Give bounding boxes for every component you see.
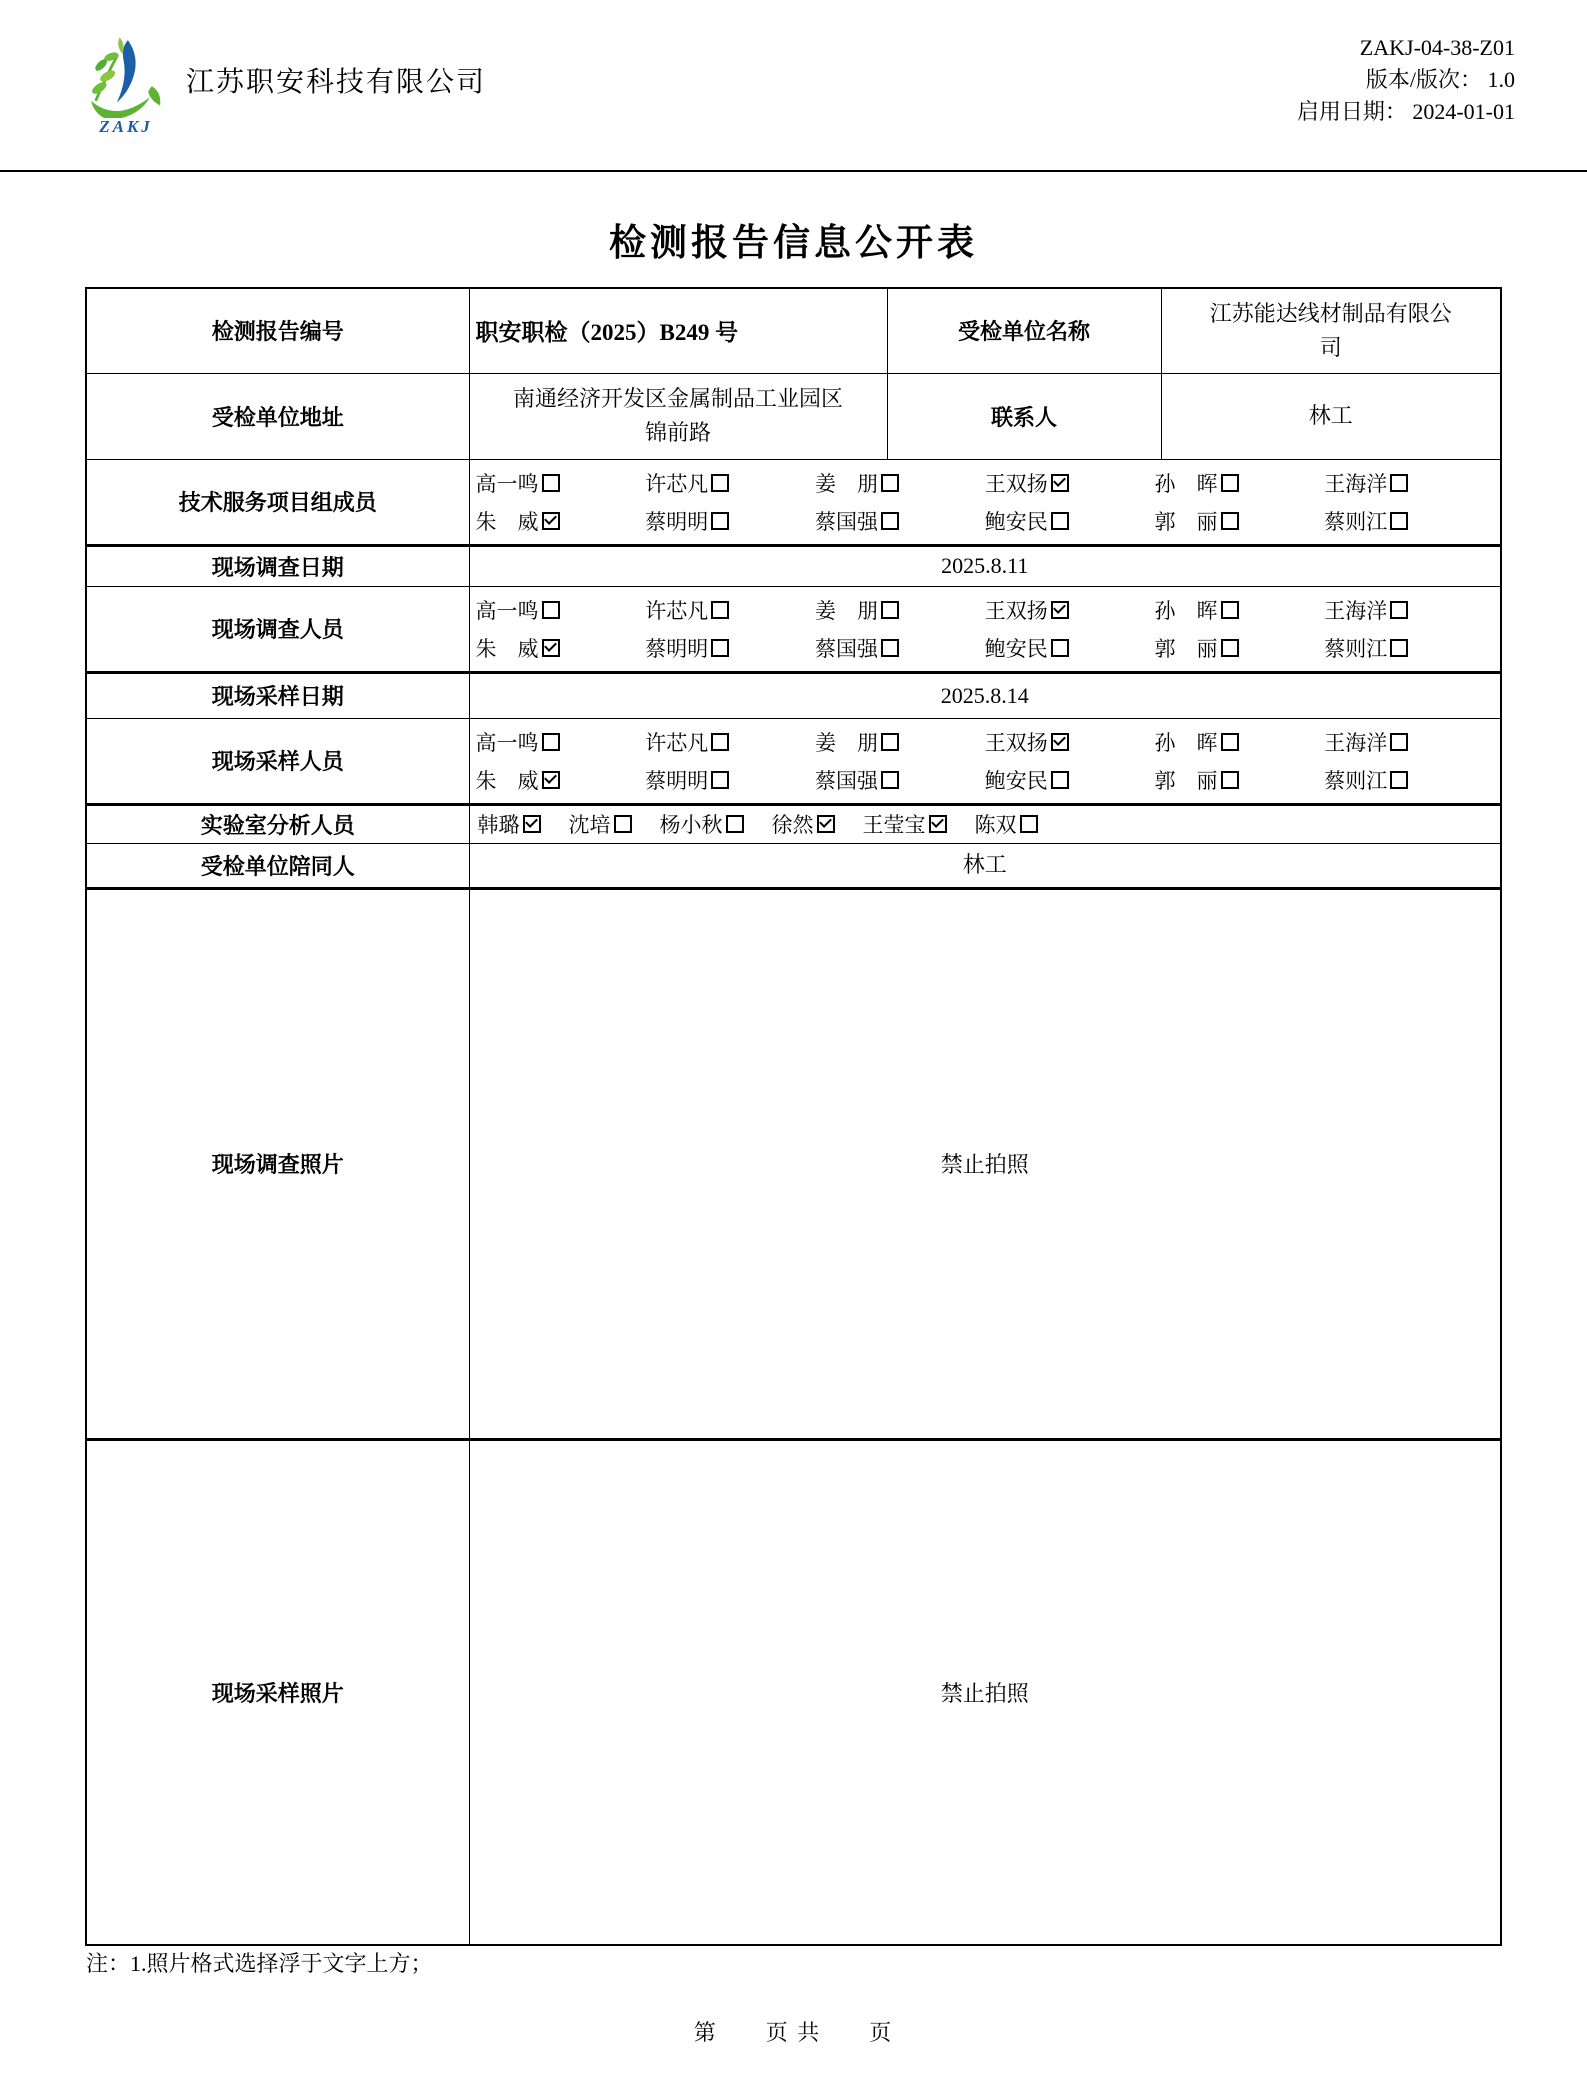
staff-name: 高一鸣 [475, 730, 539, 755]
checkbox-unchecked-icon[interactable] [711, 601, 729, 619]
checkbox-unchecked-icon[interactable] [1221, 733, 1239, 751]
staff-member [645, 765, 815, 795]
report-no-label: 检测报告编号 [86, 288, 469, 373]
staff-member [660, 809, 744, 839]
staff-member [645, 727, 815, 757]
checkbox-unchecked-icon[interactable] [1221, 639, 1239, 657]
staff-member [1324, 468, 1494, 498]
staff-name: 姜 朋 [815, 471, 878, 496]
staff-name: 姜 朋 [815, 598, 878, 623]
sampling-staff-cell [469, 718, 1501, 804]
unit-name-line2: 司 [1319, 334, 1342, 360]
staff-member [1324, 727, 1494, 757]
survey-date-value: 2025.8.11 [469, 545, 1501, 586]
staff-name: 王莹宝 [862, 813, 926, 837]
checkbox-unchecked-icon[interactable] [1051, 639, 1069, 657]
checkbox-checked-icon[interactable] [523, 815, 541, 833]
staff-name: 许芯凡 [645, 471, 709, 496]
checkbox-unchecked-icon[interactable] [1390, 512, 1408, 530]
staff-member [478, 809, 541, 839]
staff-member [1155, 468, 1325, 498]
sampling-photo-label: 现场采样照片 [86, 1439, 469, 1945]
staff-name: 许芯凡 [645, 730, 709, 755]
sampling-staff-label: 现场采样人员 [86, 718, 469, 804]
unit-addr-label: 受检单位地址 [86, 373, 469, 459]
staff-member [985, 506, 1155, 536]
staff-name: 蔡则江 [1324, 768, 1388, 793]
staff-name: 许芯凡 [645, 598, 709, 623]
unit-name-value [1161, 288, 1501, 373]
team-members-cell [469, 459, 1501, 545]
checkbox-unchecked-icon[interactable] [711, 771, 729, 789]
staff-name: 姜 朋 [815, 730, 878, 755]
staff-member [476, 595, 646, 625]
report-no-value: 职安职检（2025）B249 号 [469, 288, 887, 373]
staff-name: 鲍安民 [984, 636, 1048, 661]
staff-name: 蔡国强 [815, 768, 878, 793]
staff-member [569, 809, 632, 839]
checkbox-unchecked-icon[interactable] [1221, 474, 1239, 492]
page-header [0, 0, 1587, 170]
page-title: 检测报告信息公开表 [609, 222, 978, 263]
staff-name: 王海洋 [1324, 598, 1388, 623]
staff-name: 孙 晖 [1154, 471, 1218, 496]
checkbox-unchecked-icon[interactable] [711, 474, 729, 492]
sampling-date-value: 2025.8.14 [469, 672, 1501, 718]
staff-name: 孙 晖 [1154, 730, 1218, 755]
sampling-staff-row2 [476, 765, 1495, 795]
doc-code: ZAKJ-04-38-Z01 [1359, 35, 1515, 60]
page-number-footer: 第 页 共 页 [693, 2020, 894, 2045]
sampling-staff-row1 [476, 727, 1495, 757]
survey-staff-row1 [476, 595, 1495, 625]
contact-value: 林工 [1161, 373, 1501, 459]
checkbox-unchecked-icon[interactable] [542, 733, 560, 751]
unit-name-label: 受检单位名称 [887, 288, 1161, 373]
staff-name: 鲍安民 [984, 509, 1048, 534]
staff-member [985, 595, 1155, 625]
checkbox-unchecked-icon[interactable] [1221, 512, 1239, 530]
survey-date-label: 现场调查日期 [86, 545, 469, 586]
unit-name-line1: 江苏能达线材制品有限公 [1209, 300, 1452, 326]
checkbox-checked-icon[interactable] [542, 639, 560, 657]
survey-staff-cell [469, 586, 1501, 672]
checkbox-checked-icon[interactable] [817, 815, 835, 833]
checkbox-unchecked-icon[interactable] [1051, 771, 1069, 789]
staff-member [975, 809, 1038, 839]
staff-name: 朱 威 [475, 509, 539, 534]
lab-staff-cell [469, 804, 1501, 843]
staff-member [1324, 633, 1494, 663]
staff-member [1155, 506, 1325, 536]
checkbox-checked-icon[interactable] [1051, 733, 1069, 751]
staff-name: 王海洋 [1324, 730, 1388, 755]
staff-member [815, 468, 985, 498]
staff-member [476, 468, 646, 498]
unit-addr-value [469, 373, 887, 459]
unit-addr-line1: 南通经济开发区金属制品工业园区 [512, 386, 843, 411]
staff-member [1155, 765, 1325, 795]
staff-member [985, 765, 1155, 795]
survey-photo-area: 禁止拍照 [469, 888, 1501, 1439]
staff-name: 郭 丽 [1154, 509, 1218, 534]
staff-member [645, 633, 815, 663]
lab-staff-label: 实验室分析人员 [86, 804, 469, 843]
staff-member [645, 468, 815, 498]
lab-staff-row [476, 807, 1495, 841]
doc-version: 版本/版次： 1.0 [1365, 67, 1515, 92]
survey-photo-label: 现场调查照片 [86, 888, 469, 1439]
checkbox-unchecked-icon[interactable] [881, 512, 899, 530]
staff-name: 朱 威 [475, 636, 539, 661]
checkbox-checked-icon[interactable] [542, 771, 560, 789]
checkbox-unchecked-icon[interactable] [711, 733, 729, 751]
accompany-value: 林工 [469, 843, 1501, 888]
staff-name: 王双扬 [984, 471, 1048, 496]
header-divider [0, 170, 1587, 172]
staff-member [985, 468, 1155, 498]
checkbox-unchecked-icon[interactable] [711, 512, 729, 530]
staff-name: 蔡明明 [645, 768, 709, 793]
checkbox-unchecked-icon[interactable] [542, 474, 560, 492]
staff-name: 蔡明明 [645, 509, 709, 534]
team-members-row2 [476, 506, 1495, 536]
staff-member [985, 633, 1155, 663]
staff-name: 蔡国强 [815, 509, 878, 534]
checkbox-unchecked-icon[interactable] [1221, 601, 1239, 619]
contact-label: 联系人 [887, 373, 1161, 459]
checkbox-unchecked-icon[interactable] [881, 601, 899, 619]
staff-member [645, 595, 815, 625]
checkbox-unchecked-icon[interactable] [1020, 815, 1038, 833]
accompany-label: 受检单位陪同人 [86, 843, 469, 888]
logo-text: ZAKJ [99, 117, 153, 136]
checkbox-unchecked-icon[interactable] [1390, 601, 1408, 619]
company-logo [74, 34, 178, 135]
checkbox-unchecked-icon[interactable] [881, 474, 899, 492]
checkbox-unchecked-icon[interactable] [1390, 733, 1408, 751]
staff-name: 郭 丽 [1154, 636, 1218, 661]
checkbox-unchecked-icon[interactable] [1390, 639, 1408, 657]
sampling-date-label: 现场采样日期 [86, 672, 469, 718]
report-info-table [85, 287, 1502, 1946]
staff-member [863, 809, 947, 839]
staff-member [476, 633, 646, 663]
document-meta [1297, 32, 1515, 128]
checkbox-unchecked-icon[interactable] [1051, 512, 1069, 530]
footnote: 注：1.照片格式选择浮于文字上方； [86, 1951, 433, 1976]
checkbox-unchecked-icon[interactable] [726, 815, 744, 833]
staff-name: 郭 丽 [1154, 768, 1218, 793]
checkbox-unchecked-icon[interactable] [881, 771, 899, 789]
staff-name: 沈培 [568, 813, 611, 837]
staff-member [645, 506, 815, 536]
staff-member [1324, 595, 1494, 625]
staff-name: 徐然 [771, 813, 814, 837]
survey-staff-label: 现场调查人员 [86, 586, 469, 672]
staff-name: 王双扬 [984, 598, 1048, 623]
staff-name: 杨小秋 [659, 813, 723, 837]
checkbox-unchecked-icon[interactable] [711, 639, 729, 657]
team-members-row1 [476, 468, 1495, 498]
staff-name: 高一鸣 [475, 471, 539, 496]
staff-member [772, 809, 835, 839]
checkbox-checked-icon[interactable] [929, 815, 947, 833]
staff-member [1155, 633, 1325, 663]
checkbox-unchecked-icon[interactable] [1390, 474, 1408, 492]
staff-name: 蔡则江 [1324, 509, 1388, 534]
checkbox-checked-icon[interactable] [542, 512, 560, 530]
staff-name: 高一鸣 [475, 598, 539, 623]
staff-name: 韩璐 [477, 813, 520, 837]
checkbox-unchecked-icon[interactable] [1221, 771, 1239, 789]
staff-name: 朱 威 [475, 768, 539, 793]
company-name: 江苏职安科技有限公司 [186, 67, 487, 98]
survey-staff-row2 [476, 633, 1495, 663]
team-label: 技术服务项目组成员 [86, 459, 469, 545]
staff-member [815, 595, 985, 625]
staff-member [1324, 765, 1494, 795]
staff-name: 王双扬 [984, 730, 1048, 755]
doc-start-date: 启用日期： 2024-01-01 [1296, 99, 1515, 124]
checkbox-unchecked-icon[interactable] [542, 601, 560, 619]
staff-name: 鲍安民 [984, 768, 1048, 793]
checkbox-checked-icon[interactable] [1051, 601, 1069, 619]
staff-name: 王海洋 [1324, 471, 1388, 496]
staff-member [815, 506, 985, 536]
leaf-logo-icon [80, 34, 172, 118]
checkbox-unchecked-icon[interactable] [881, 639, 899, 657]
staff-member [815, 765, 985, 795]
staff-name: 孙 晖 [1154, 598, 1218, 623]
staff-member [815, 727, 985, 757]
staff-member [1324, 506, 1494, 536]
staff-name: 蔡则江 [1324, 636, 1388, 661]
staff-member [476, 506, 646, 536]
checkbox-unchecked-icon[interactable] [614, 815, 632, 833]
staff-member [985, 727, 1155, 757]
staff-member [1155, 595, 1325, 625]
staff-name: 陈双 [974, 813, 1017, 837]
staff-name: 蔡国强 [815, 636, 878, 661]
unit-addr-line2: 锦前路 [644, 420, 711, 445]
staff-member [476, 765, 646, 795]
checkbox-checked-icon[interactable] [1051, 474, 1069, 492]
staff-name: 蔡明明 [645, 636, 709, 661]
checkbox-unchecked-icon[interactable] [881, 733, 899, 751]
checkbox-unchecked-icon[interactable] [1390, 771, 1408, 789]
sampling-photo-area: 禁止拍照 [469, 1439, 1501, 1945]
staff-member [476, 727, 646, 757]
staff-member [815, 633, 985, 663]
staff-member [1155, 727, 1325, 757]
